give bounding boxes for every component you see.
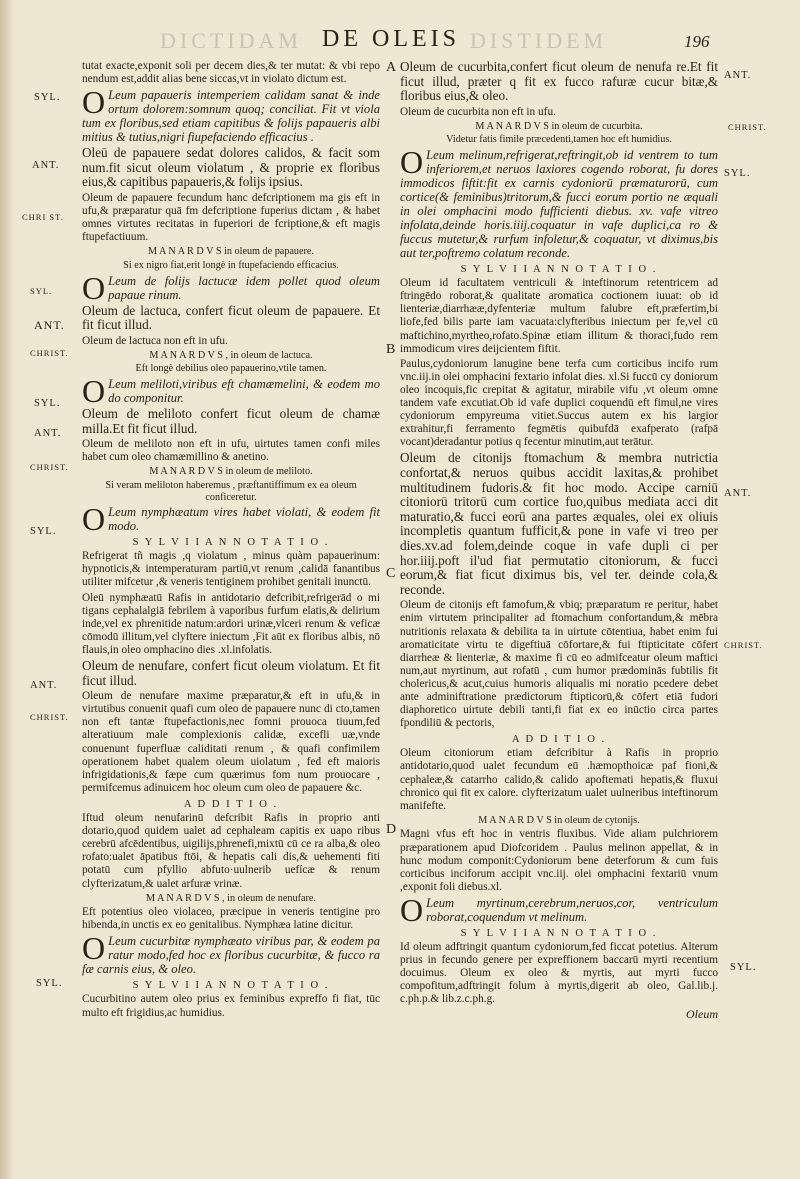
commentary-paragraph: Oleum citoniorum etiam defcribitur à Rafis in proprio antidotario,quod ualet fecundum eū .hæmopthoicæ paf fioni,& cephaleæ,& catarrho calido,& calido apoftemati hepatis,& fluxui chronico qui fit ex calore. clyfterizatum ualet uulneribus inteftinorum manifefte.: [400, 747, 718, 812]
rubric-paragraph: [82, 501, 380, 538]
sidenote: CHRIST.: [30, 348, 69, 358]
annotation-heading: S Y L V I I A N N O T A T I O .: [460, 264, 658, 276]
rubric-paragraph: [82, 84, 380, 145]
sidenote: ANT.: [34, 428, 62, 439]
rubric-paragraph: [82, 930, 380, 977]
commentary-paragraph: Refrigerat tñ magis ,q violatum , minus quàm papauerinum: hypnoticis,& intemperaturam partiū,vt renum ,calidā fanantibus utiliter mifcetur ,& veneris tentiginem prohibet genitali inunctū.: [82, 550, 380, 589]
sidenote: CHRIST.: [30, 462, 69, 472]
commentary-paragraph: Id oleum adftringit quantum cydoniorum,fed ficcat potetius. Alterum prius in fecundo genere per expreffionem baccarū myrti recentium docuimus. Oleum ex oleo & myrtis, aut myrti fucco compofitum,adftringit folum à myrtis,digerit ab oleo, Gal.lib.j. c.ph.p.& lib.z.c.ph.g.: [400, 940, 718, 1006]
rubric-text: Leum de folijs lactucæ idem pollet quod oleum papaue rinum.: [108, 273, 380, 302]
section-paragraph: Oleum de lactuca, confert ficut oleum de papauere. Et fit ficut illud.: [82, 302, 380, 333]
rubric-text: Leum meliloti,viribus eft chamæmelini, & eodem mo do componitur.: [108, 377, 380, 405]
note-line: Eft longè debilius oleo papauerino,vtile tamen.: [135, 363, 327, 375]
rubric-paragraph: [400, 144, 718, 261]
sidenote: CHRIST.: [30, 712, 69, 722]
right-text-column: [400, 60, 718, 1024]
commentary-paragraph: Magni vfus eft hoc in ventris fluxibus. Vide aliam pulchriorem præparationem apud Diofcoridem . Paulus melinon appellat, & in hunc modum componit:Cydoniorum bene deterforum & cum fuis corticibus inciforum accipit vnc.iij. olei omphacini fextariū vnum ,exponit foli diebus.xl.: [400, 828, 718, 893]
drop-cap: O: [82, 84, 106, 121]
section-letter: C: [386, 566, 396, 581]
sidenote: SYL.: [730, 962, 757, 973]
commentary-paragraph: Iftud oleum nenufarinū defcribit Rafis in proprio anti dotario,quod quidem ualet ad cephaleam capitis ex uapo ribus cerebrū afcēdentibus, uigilijs,phrenefi,mixtū cū ce ra alba,& oleo rofato:ualet āpatibus ftōi, & hepatis cali dis,& uehementi fiti potatū cum pfyllio abfuto·uulnerib uefícæ & renum clyfterizatum,& ualet arfuræ vrinæ.: [82, 812, 380, 890]
sidenote: ANT.: [32, 160, 60, 171]
commentary-paragraph: Cucurbitino autem oleo prius ex feminibus expreffo fi fiat, tūc multo eft frigidius,ac humidius.: [82, 993, 380, 1019]
catchword: Oleum: [686, 1007, 718, 1022]
rubric-text: Leum papaueris intemperiem calidam sanat & inde ortum dolorem:somnum quoq; conciliat. Fit vt viola tum ex floribus,sed etiam capitibus & folijs papaueris albi mitius & tutius,nigri fiupefaciendo efficacius .: [82, 88, 380, 145]
commentary-paragraph: Paulus,cydoniorum lanugine bene terfa cum corticibus incifo rum vnc.iij.in olei omphacini fextario infolat dies. xl.Si fuccū cy doniorum oleo incoquis,fic crepitat & agitatur, mirabile vifu ,vt oleum omne tandem vafe excutiat.Ob id vafe duplici coquendū eft fimul,ne vires cydoniorum empyreuma vitiet.Succus autem ex his largior extrahitur,fi ferramento fegmētis quibufdā exafperato (rafpā vocant)deradantur potius q fecentur minutim,aut terātur.: [400, 357, 718, 449]
commentary-paragraph: Oleum de lactuca non eft in ufu.: [82, 334, 228, 347]
left-text-column: [82, 60, 380, 1022]
section-letter: B: [386, 342, 396, 357]
annotation-heading: A D D I T I O .: [183, 798, 279, 810]
section-paragraph: Oleū de papauere sedat dolores calidos, & facit som num.fit sicut oleum violatum , & proprie ex floribus eius,& capitibus papaueris,& folijs ipsius.: [82, 145, 380, 190]
note-line: Si ex nigro fiat,erit longè in ftupefaciendo efficacius.: [123, 259, 339, 271]
commentary-paragraph: Oleum de nenufare maxime præparatur,& eft in ufu,& in virtutibus conuenit quafi cum oleo de papauere nunc di cto,tamen non eft tantæ ftupefactionis,nec fomni prouoca tiuum,fed alteratiuum male complexionis calidæ, excefli uæ,vnde conuenunt fuperfluæ caliditati renum , & quafi confimilem operationem habet qualem oleum uiolatum , fed eft maioris infrigidationis,& fæpe cum quærimus fom num prouocare , permifcemus adinuicem hoc oleum cum oleo de papauere &c.: [82, 690, 380, 794]
show-through-text-left: DICTIDAM: [160, 28, 302, 53]
sidenote: ANT.: [724, 488, 752, 499]
page-number: 196: [684, 32, 710, 51]
section-paragraph: Oleum de meliloto confert ficut oleum de chamæ milla.Et fit ficut illud.: [82, 406, 380, 436]
commentary-paragraph: tutat exacte,exponit soli per decem dies,& ter mutat: & vbi repo nendum est,addit alias bene siccas,vt in violato dictum est.: [82, 60, 380, 86]
drop-cap: O: [82, 501, 106, 538]
running-header: [0, 26, 800, 52]
commentary-paragraph: Eft potentius oleo violaceo, præcipue in veneris tentigine pro hibenda,in unctis ex eo genitalibus. Nymphæa latine dicitur.: [82, 906, 380, 932]
note-line: M A N A R D V S in oleum de meliloto.: [149, 466, 313, 478]
rubric-paragraph: [82, 373, 380, 409]
commentary-paragraph: Oleum de meliloto non eft in ufu, uirtutes tamen confi miles habet cum oleo chamæmillino & anetino.: [82, 438, 380, 464]
rubric-text: Leum nymphæatum vires habet violati, & eodem fit modo.: [108, 505, 380, 534]
drop-cap: O: [82, 373, 106, 409]
note-line: M A N A R D V S in oleum de papauere.: [147, 246, 314, 258]
sidenote: SYL.: [724, 168, 751, 179]
section-letter: D: [386, 822, 397, 837]
note-line: M A N A R D V S , in oleum de lactuca.: [149, 349, 313, 361]
commentary-paragraph: Oleum id facultatem ventriculi & inteftinorum retentricem ad ftringēdo roborat,& qualitate aromatica coctionem iuuat: ob id lienteriæ,diarrhææ,dyfenteriæ multum falubre eft,præfertim,bi liofe,fed bilis parte iam vacuata:clyfteribus iniectum per fe,vel cū maftichino,myrtheo,rofato.Spinæ etiam illitum & thoraci,fudo rem immodicum vires deijcientem fiftit.: [400, 277, 718, 355]
sidenote: CHRI ST.: [22, 212, 64, 222]
sidenote: SYL.: [36, 978, 63, 989]
annotation-heading: S Y L V I I A N N O T A T I O .: [460, 927, 658, 939]
annotation-heading: A D D I T I O .: [511, 734, 607, 746]
rubric-text: Leum myrtinum,cerebrum,neruos,cor, ventriculum roborat,coquendum vt melinum.: [426, 895, 718, 924]
commentary-paragraph: Oleum de citonijs eft famofum,& vbiq; præparatum re peritur, habet enim virtutem principaliter ad ftomachum confortandum,& mēbra nutritionis relaxata & debilita ta in uirtute cōtentiua, habet enim fui aromaticitate virtu te digeftiuā cōfortare,& fui ftipticitate cōfert diarrheæ & lienteriæ, & maxime fi cū eo admifceatur oleum maftici num,aut myrtinum, aut rofatū , cum humor prædominās fubtilis fit cholericus,& acut,cuius humoris aliqualis mi noratio pcedere debet ante adminiftratione prædictorum ftipticorū,& cōfert etiā fudori diaphoretico uirtute debili tanti,fi fiat ex eo inūctio circa partes fpondiliū & pectoris,: [400, 599, 718, 730]
note-line: Si veram meliloton haberemus , præftantiffimum ex ea oleum conficeretur.: [105, 479, 357, 503]
note-line: Videtur fatis fimile præcedenti,tamen hoc eft humidius.: [446, 134, 672, 146]
section-paragraph: Oleum de nenufare, confert ficut oleum violatum. Et fit ficut illud.: [82, 658, 380, 688]
note-line: M A N A R D V S in oleum de cucurbita.: [475, 120, 643, 132]
note-line: M A N A R D V S , in oleum de nenufare.: [146, 892, 316, 904]
sidenote: ANT.: [724, 70, 752, 81]
commentary-paragraph: Oleū nymphæatū Rafis in antidotario defcribit,refrigerād o mi tigans cephalalgiā febrilem à vaporibus furfum elatis,& delirium inde,vel ex phrenitide natum:ardori urinæ,vlceri renum & veficæ cōmodū illitum,vel clyftere iniectum ,Fit aūt ex floribus albis, nō flauis,in oleo omphacino dies .xl.infolatis.: [82, 591, 380, 656]
rubric-text: Leum cucurbitæ nymphæato viribus par, & eodem pa ratur modo,fed hoc ex floribus cucurbitæ, & fucco ra fæ carnis eius, & oleo.: [82, 934, 380, 977]
section-letter: A: [386, 60, 397, 75]
annotation-heading: S Y L V I I A N N O T A T I O .: [132, 980, 330, 992]
rubric-paragraph: [400, 891, 718, 928]
section-paragraph: Oleum de citonijs ftomachum & membra nutrictia confortat,& neruos quibus accidit laxitas,& prohibet multitudinem fudoris.& fit hoc modo. Accipe carniū citoniorū tritorū cum cortice fuo,quibus mediata acci dit maturatio,& fucci eorū ana partes æquales, olei ex oliuis incompletis quantum fufficit,& pone in vafe vi treo per dies.xv.ad folem,deinde coque in vafe dupli ci per hor.iiij.poft il'ud fiat permutatio citoniorum, & fucci eorum,& fiat ficut diximus bis, vel ter. deinde cola,& reconde.: [400, 450, 718, 597]
drop-cap: O: [400, 891, 424, 928]
page-title: DE OLEIS: [322, 26, 460, 52]
show-through-text-right: DISTIDEM: [470, 28, 608, 53]
sidenote: SYL.: [30, 286, 53, 296]
sidenote: CHRIST.: [728, 122, 767, 132]
note-line: M A N A R D V S in oleum de cytonijs.: [478, 814, 640, 826]
sidenote: CHRIST.: [724, 640, 763, 650]
rubric-text: Leum melinum,refrigerat,reftringit,ob id ventrem to tum inferiorem,et neruos laxiores cogendo roborat, fu dores immodicos fiftit:fit ex carnis cydoniorū præmaturorū, cum cortice(& feminibus)tritorum,& fucci eorum portio ne æquali in olei omphacini modo fufficienti diebus. xv. vafe vitreo infolata,deinde horis.iiij.coquatur in vafe duplici,ca ro & fuccus mutetur,& rurfum infoletur,& coquatur, vt diximus,bis aut ter,poftremo colatum reconde.: [400, 148, 718, 261]
drop-cap: O: [82, 269, 106, 306]
sidenote: ANT.: [30, 680, 58, 691]
annotation-heading: S Y L V I I A N N O T A T I O .: [132, 537, 330, 549]
sidenote: SYL.: [34, 92, 61, 103]
commentary-paragraph: Oleum de cucurbita non eft in ufu.: [400, 105, 556, 118]
sidenote: SYL.: [34, 398, 61, 409]
sidenote: ANT.: [34, 318, 65, 332]
section-paragraph: Oleum de cucurbita,confert ficut oleum de nenufa re.Et fit ficut illud, præter q fit ex fucco rafuræ cucur bitæ,& floribus eius,& oleo.: [400, 59, 718, 104]
drop-cap: O: [400, 144, 424, 181]
rubric-paragraph: [82, 269, 380, 306]
drop-cap: O: [82, 930, 106, 967]
page-spine-shadow: [0, 0, 14, 1179]
sidenote: SYL.: [30, 526, 57, 537]
commentary-paragraph: Oleum de papauere fecundum hanc defcriptionem ma gis eft in ufu,& præparatur quā fm defcriptione fuperius dictam , & habet omnes virtutes recitatas in fuperiori de fcriptione,& eft magis ftupefactiuum.: [82, 191, 380, 244]
